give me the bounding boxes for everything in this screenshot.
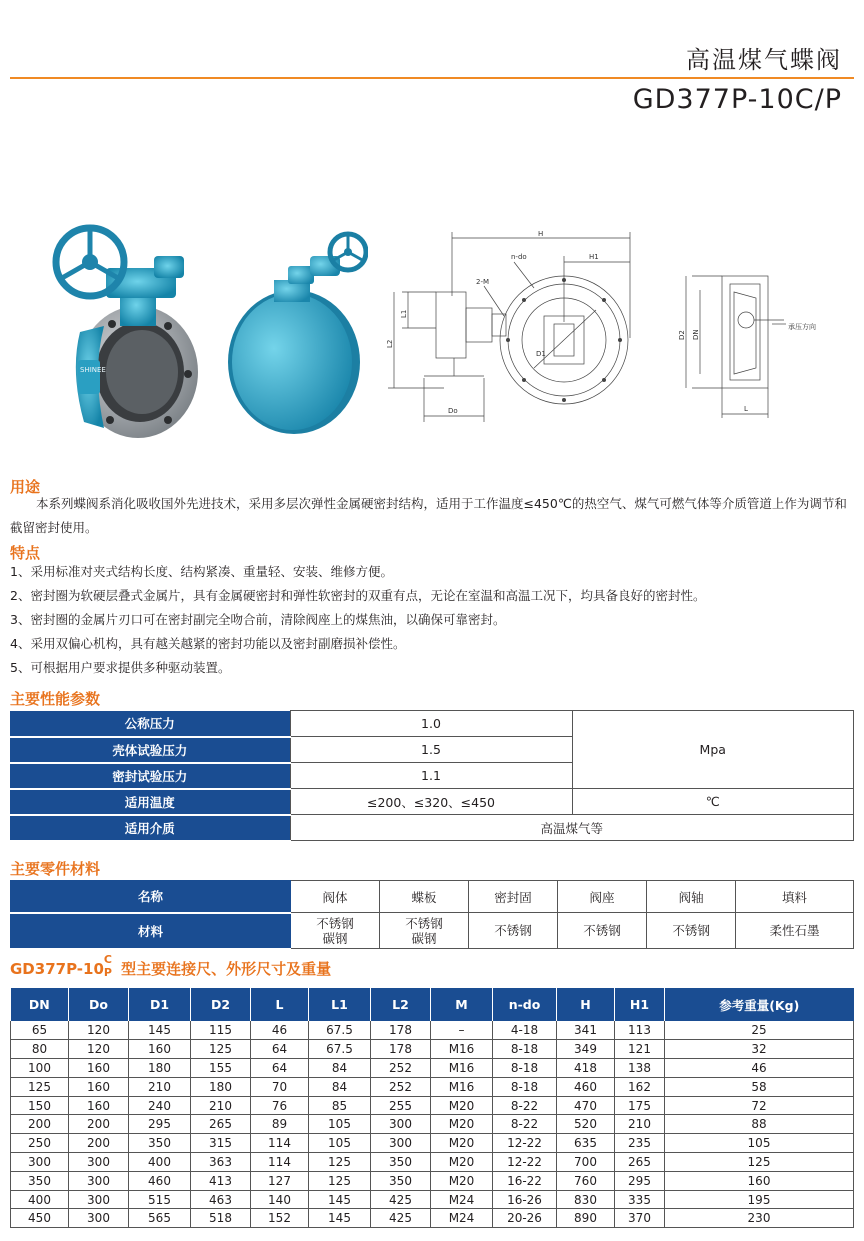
table-cell: 425	[371, 1190, 431, 1209]
flow-direction-label: 承压方向	[788, 323, 816, 331]
table-cell: 178	[371, 1040, 431, 1059]
table-row	[11, 1096, 854, 1115]
table-cell: 160	[69, 1059, 129, 1078]
dim-d2-label: D2	[678, 330, 686, 340]
valve-front-drawing	[384, 228, 646, 424]
param-label: 密封试验压力	[10, 763, 290, 789]
table-cell: 152	[251, 1209, 309, 1228]
dim-l1-label: L1	[400, 309, 408, 318]
table-row	[11, 1209, 854, 1228]
materials-table	[10, 880, 854, 950]
table-cell: 341	[557, 1021, 615, 1040]
table-cell: 252	[371, 1077, 431, 1096]
table-cell: M16	[431, 1077, 493, 1096]
table-cell: 114	[251, 1134, 309, 1153]
table-row	[11, 1153, 854, 1172]
table-cell: 145	[309, 1209, 371, 1228]
table-cell: 115	[191, 1021, 251, 1040]
table-cell: M20	[431, 1096, 493, 1115]
table-cell: 145	[129, 1021, 191, 1040]
table-cell: 138	[615, 1059, 665, 1078]
table-cell: 70	[251, 1077, 309, 1096]
table-cell: 125	[665, 1153, 854, 1172]
dim-h-label: H	[538, 230, 544, 238]
temp-unit: ℃	[572, 789, 854, 815]
table-cell: 64	[251, 1040, 309, 1059]
table-cell: 370	[615, 1209, 665, 1228]
col-header: H1	[615, 988, 665, 1021]
param-value: ≤200、≤320、≤450	[290, 789, 572, 815]
table-cell: 400	[129, 1153, 191, 1172]
feature-item: 1、采用标准对夹式结构长度、结构紧凑、重量轻、安装、维修方便。	[10, 564, 393, 579]
part-material	[380, 913, 469, 949]
table-row	[10, 711, 854, 737]
dim-l-label: L	[744, 405, 748, 413]
usage-heading: 用途	[10, 478, 41, 496]
table-cell: 8-22	[493, 1096, 557, 1115]
table-cell: 200	[69, 1134, 129, 1153]
table-cell: 84	[309, 1077, 371, 1096]
table-cell: 252	[371, 1059, 431, 1078]
table-cell: 470	[557, 1096, 615, 1115]
table-cell: 265	[615, 1153, 665, 1172]
col-header: D2	[191, 988, 251, 1021]
table-cell: 16-26	[493, 1190, 557, 1209]
dimensions-table	[10, 988, 854, 1228]
table-cell: 121	[615, 1040, 665, 1059]
table-cell: 140	[251, 1190, 309, 1209]
table-cell: 120	[69, 1021, 129, 1040]
table-cell: M24	[431, 1190, 493, 1209]
col-header: DN	[11, 988, 69, 1021]
dim-2m-label: 2-M	[476, 278, 490, 286]
table-row	[11, 1059, 854, 1078]
part-name: 蝶板	[380, 881, 469, 913]
table-cell: 67.5	[309, 1021, 371, 1040]
pressure-unit: Mpa	[572, 711, 854, 789]
table-cell: 300	[69, 1171, 129, 1190]
table-cell: 460	[557, 1077, 615, 1096]
part-name: 阀座	[558, 881, 647, 913]
table-cell: M20	[431, 1171, 493, 1190]
header-divider	[10, 77, 854, 79]
table-cell: 155	[191, 1059, 251, 1078]
table-cell: 12-22	[493, 1153, 557, 1172]
table-cell: 175	[615, 1096, 665, 1115]
table-cell: 210	[191, 1096, 251, 1115]
table-cell: 8-18	[493, 1059, 557, 1078]
dim-dn-label: DN	[692, 329, 700, 340]
material-text: 不锈钢	[405, 915, 443, 931]
table-cell: 200	[69, 1115, 129, 1134]
table-cell: M20	[431, 1115, 493, 1134]
features-heading: 特点	[10, 544, 41, 562]
table-cell: 84	[309, 1059, 371, 1078]
heading-sup-c: C	[103, 952, 112, 966]
table-row	[10, 815, 854, 841]
table-cell: 463	[191, 1190, 251, 1209]
col-header: 参考重量(Kg)	[665, 988, 854, 1021]
table-row	[11, 1115, 854, 1134]
table-cell: 295	[615, 1171, 665, 1190]
table-cell: 515	[129, 1190, 191, 1209]
table-cell: 250	[11, 1134, 69, 1153]
table-cell: 80	[11, 1040, 69, 1059]
table-row	[11, 1190, 854, 1209]
table-cell: 46	[251, 1021, 309, 1040]
table-row	[11, 1171, 854, 1190]
param-label: 壳体试验压力	[10, 737, 290, 763]
table-cell: 635	[557, 1134, 615, 1153]
table-cell: M20	[431, 1134, 493, 1153]
dim-do-label: Do	[448, 407, 458, 415]
table-cell: M24	[431, 1209, 493, 1228]
table-cell: 235	[615, 1134, 665, 1153]
table-cell: 8-18	[493, 1040, 557, 1059]
table-cell: 520	[557, 1115, 615, 1134]
table-cell: 565	[129, 1209, 191, 1228]
table-cell: 100	[11, 1059, 69, 1078]
table-cell: M16	[431, 1059, 493, 1078]
heading-model: GD377P-10	[10, 960, 104, 978]
table-cell: 760	[557, 1171, 615, 1190]
part-name: 阀体	[291, 881, 380, 913]
table-cell: –	[431, 1021, 493, 1040]
table-cell: 200	[11, 1115, 69, 1134]
table-cell: 210	[615, 1115, 665, 1134]
table-cell: 160	[129, 1040, 191, 1059]
material-text: 不锈钢	[316, 915, 354, 931]
table-cell: 65	[11, 1021, 69, 1040]
table-cell: 180	[191, 1077, 251, 1096]
table-cell: M20	[431, 1153, 493, 1172]
table-cell: 300	[69, 1190, 129, 1209]
table-header-row	[11, 988, 854, 1021]
feature-item: 5、可根据用户要求提供多种驱动装置。	[10, 660, 231, 675]
table-cell: 178	[371, 1021, 431, 1040]
valve-side-drawing	[672, 268, 836, 424]
table-cell: 8-22	[493, 1115, 557, 1134]
valve-photo-gear	[50, 222, 210, 440]
name-label: 名称	[11, 881, 291, 913]
part-material: 不锈钢	[647, 913, 736, 949]
table-cell: 255	[371, 1096, 431, 1115]
performance-heading: 主要性能参数	[10, 690, 101, 708]
dim-ndo-label: n-do	[511, 253, 527, 261]
table-cell: 125	[309, 1171, 371, 1190]
table-cell: 300	[69, 1153, 129, 1172]
table-cell: 210	[129, 1077, 191, 1096]
dimensions-heading	[10, 952, 332, 980]
table-cell: 89	[251, 1115, 309, 1134]
valve-photo-wafer	[222, 228, 368, 438]
table-cell: 160	[665, 1171, 854, 1190]
table-cell: 105	[665, 1134, 854, 1153]
part-material	[291, 913, 380, 949]
usage-text	[10, 492, 852, 540]
param-value: 1.0	[290, 711, 572, 737]
table-row	[10, 789, 854, 815]
table-cell: 72	[665, 1096, 854, 1115]
part-name: 密封固	[469, 881, 558, 913]
part-name: 阀轴	[647, 881, 736, 913]
table-cell: 64	[251, 1059, 309, 1078]
table-cell: 58	[665, 1077, 854, 1096]
param-value: 高温煤气等	[290, 815, 854, 841]
table-cell: 350	[11, 1171, 69, 1190]
table-row	[11, 1040, 854, 1059]
col-header: n-do	[493, 988, 557, 1021]
material-label: 材料	[11, 913, 291, 949]
table-cell: 16-22	[493, 1171, 557, 1190]
table-cell: 180	[129, 1059, 191, 1078]
param-value: 1.5	[290, 737, 572, 763]
table-cell: 127	[251, 1171, 309, 1190]
col-header: D1	[129, 988, 191, 1021]
table-cell: 300	[371, 1134, 431, 1153]
table-cell: 300	[69, 1209, 129, 1228]
table-cell: 400	[11, 1190, 69, 1209]
col-header: H	[557, 988, 615, 1021]
materials-heading: 主要零件材料	[10, 860, 101, 878]
table-cell: 160	[69, 1077, 129, 1096]
table-cell: 350	[371, 1171, 431, 1190]
photo-marking: SHINEE	[80, 366, 106, 374]
table-cell: 300	[11, 1153, 69, 1172]
table-cell: 425	[371, 1209, 431, 1228]
table-cell: 240	[129, 1096, 191, 1115]
performance-table	[10, 710, 854, 842]
dimensions-body	[11, 1021, 854, 1228]
table-cell: 315	[191, 1134, 251, 1153]
col-header: L2	[371, 988, 431, 1021]
dim-l2-label: L2	[386, 339, 394, 348]
table-cell: 113	[615, 1021, 665, 1040]
table-cell: 145	[309, 1190, 371, 1209]
table-cell: 413	[191, 1171, 251, 1190]
table-cell: M16	[431, 1040, 493, 1059]
table-cell: 125	[191, 1040, 251, 1059]
table-cell: 67.5	[309, 1040, 371, 1059]
table-cell: 88	[665, 1115, 854, 1134]
param-label: 适用温度	[10, 789, 290, 815]
table-cell: 120	[69, 1040, 129, 1059]
part-name: 填料	[736, 881, 854, 913]
table-row	[11, 1021, 854, 1040]
product-title: 高温煤气蝶阀	[686, 46, 842, 74]
table-cell: 150	[11, 1096, 69, 1115]
table-row	[11, 913, 854, 949]
table-cell: 230	[665, 1209, 854, 1228]
table-cell: 125	[11, 1077, 69, 1096]
table-cell: 162	[615, 1077, 665, 1096]
dim-h1-label: H1	[589, 253, 599, 261]
table-cell: 25	[665, 1021, 854, 1040]
table-cell: 12-22	[493, 1134, 557, 1153]
part-material: 柔性石墨	[736, 913, 854, 949]
table-cell: 518	[191, 1209, 251, 1228]
table-cell: 105	[309, 1115, 371, 1134]
table-cell: 418	[557, 1059, 615, 1078]
table-cell: 85	[309, 1096, 371, 1115]
table-cell: 195	[665, 1190, 854, 1209]
col-header: Do	[69, 988, 129, 1021]
table-cell: 890	[557, 1209, 615, 1228]
table-cell: 32	[665, 1040, 854, 1059]
table-cell: 114	[251, 1153, 309, 1172]
table-cell: 300	[371, 1115, 431, 1134]
col-header: L	[251, 988, 309, 1021]
table-cell: 46	[665, 1059, 854, 1078]
feature-item: 3、密封圈的金属片刃口可在密封副完全吻合前，清除阀座上的煤焦油，以确保可靠密封。	[10, 612, 506, 627]
param-label: 公称压力	[10, 711, 290, 737]
table-cell: 460	[129, 1171, 191, 1190]
dim-d1-label: D1	[536, 350, 546, 358]
part-material: 不锈钢	[558, 913, 647, 949]
feature-item: 4、采用双偏心机构，具有越关越紧的密封功能以及密封副磨损补偿性。	[10, 636, 406, 651]
material-text: 碳钢	[322, 930, 348, 946]
table-cell: 830	[557, 1190, 615, 1209]
table-row	[11, 1077, 854, 1096]
usage-body: 本系列蝶阀系消化吸收国外先进技术，采用多层次弹性金属硬密封结构，适用于工作温度≤450℃的热空气、煤气可燃气体等介质管道上作为调节和截留密封使用。	[10, 496, 847, 535]
col-header: L1	[309, 988, 371, 1021]
feature-item: 2、密封圈为软硬层叠式金属片，具有金属硬密封和弹性软密封的双重有点，无论在室温和高温工况下，均具备良好的密封性。	[10, 588, 706, 603]
param-label: 适用介质	[10, 815, 290, 841]
table-row	[11, 1134, 854, 1153]
part-material: 不锈钢	[469, 913, 558, 949]
table-cell: 105	[309, 1134, 371, 1153]
col-header: M	[431, 988, 493, 1021]
table-cell: 335	[615, 1190, 665, 1209]
table-cell: 160	[69, 1096, 129, 1115]
table-cell: 125	[309, 1153, 371, 1172]
material-text: 碳钢	[411, 930, 437, 946]
table-cell: 8-18	[493, 1077, 557, 1096]
param-value: 1.1	[290, 763, 572, 789]
table-cell: 350	[371, 1153, 431, 1172]
table-cell: 450	[11, 1209, 69, 1228]
table-cell: 350	[129, 1134, 191, 1153]
heading-text: 型主要连接尺、外形尺寸及重量	[121, 960, 332, 978]
heading-sup-p: P	[103, 965, 112, 979]
product-model: GD377P-10C/P	[632, 84, 842, 115]
table-cell: 363	[191, 1153, 251, 1172]
table-row	[11, 881, 854, 913]
table-cell: 20-26	[493, 1209, 557, 1228]
table-cell: 76	[251, 1096, 309, 1115]
table-cell: 349	[557, 1040, 615, 1059]
table-cell: 4-18	[493, 1021, 557, 1040]
table-cell: 700	[557, 1153, 615, 1172]
table-cell: 295	[129, 1115, 191, 1134]
table-cell: 265	[191, 1115, 251, 1134]
